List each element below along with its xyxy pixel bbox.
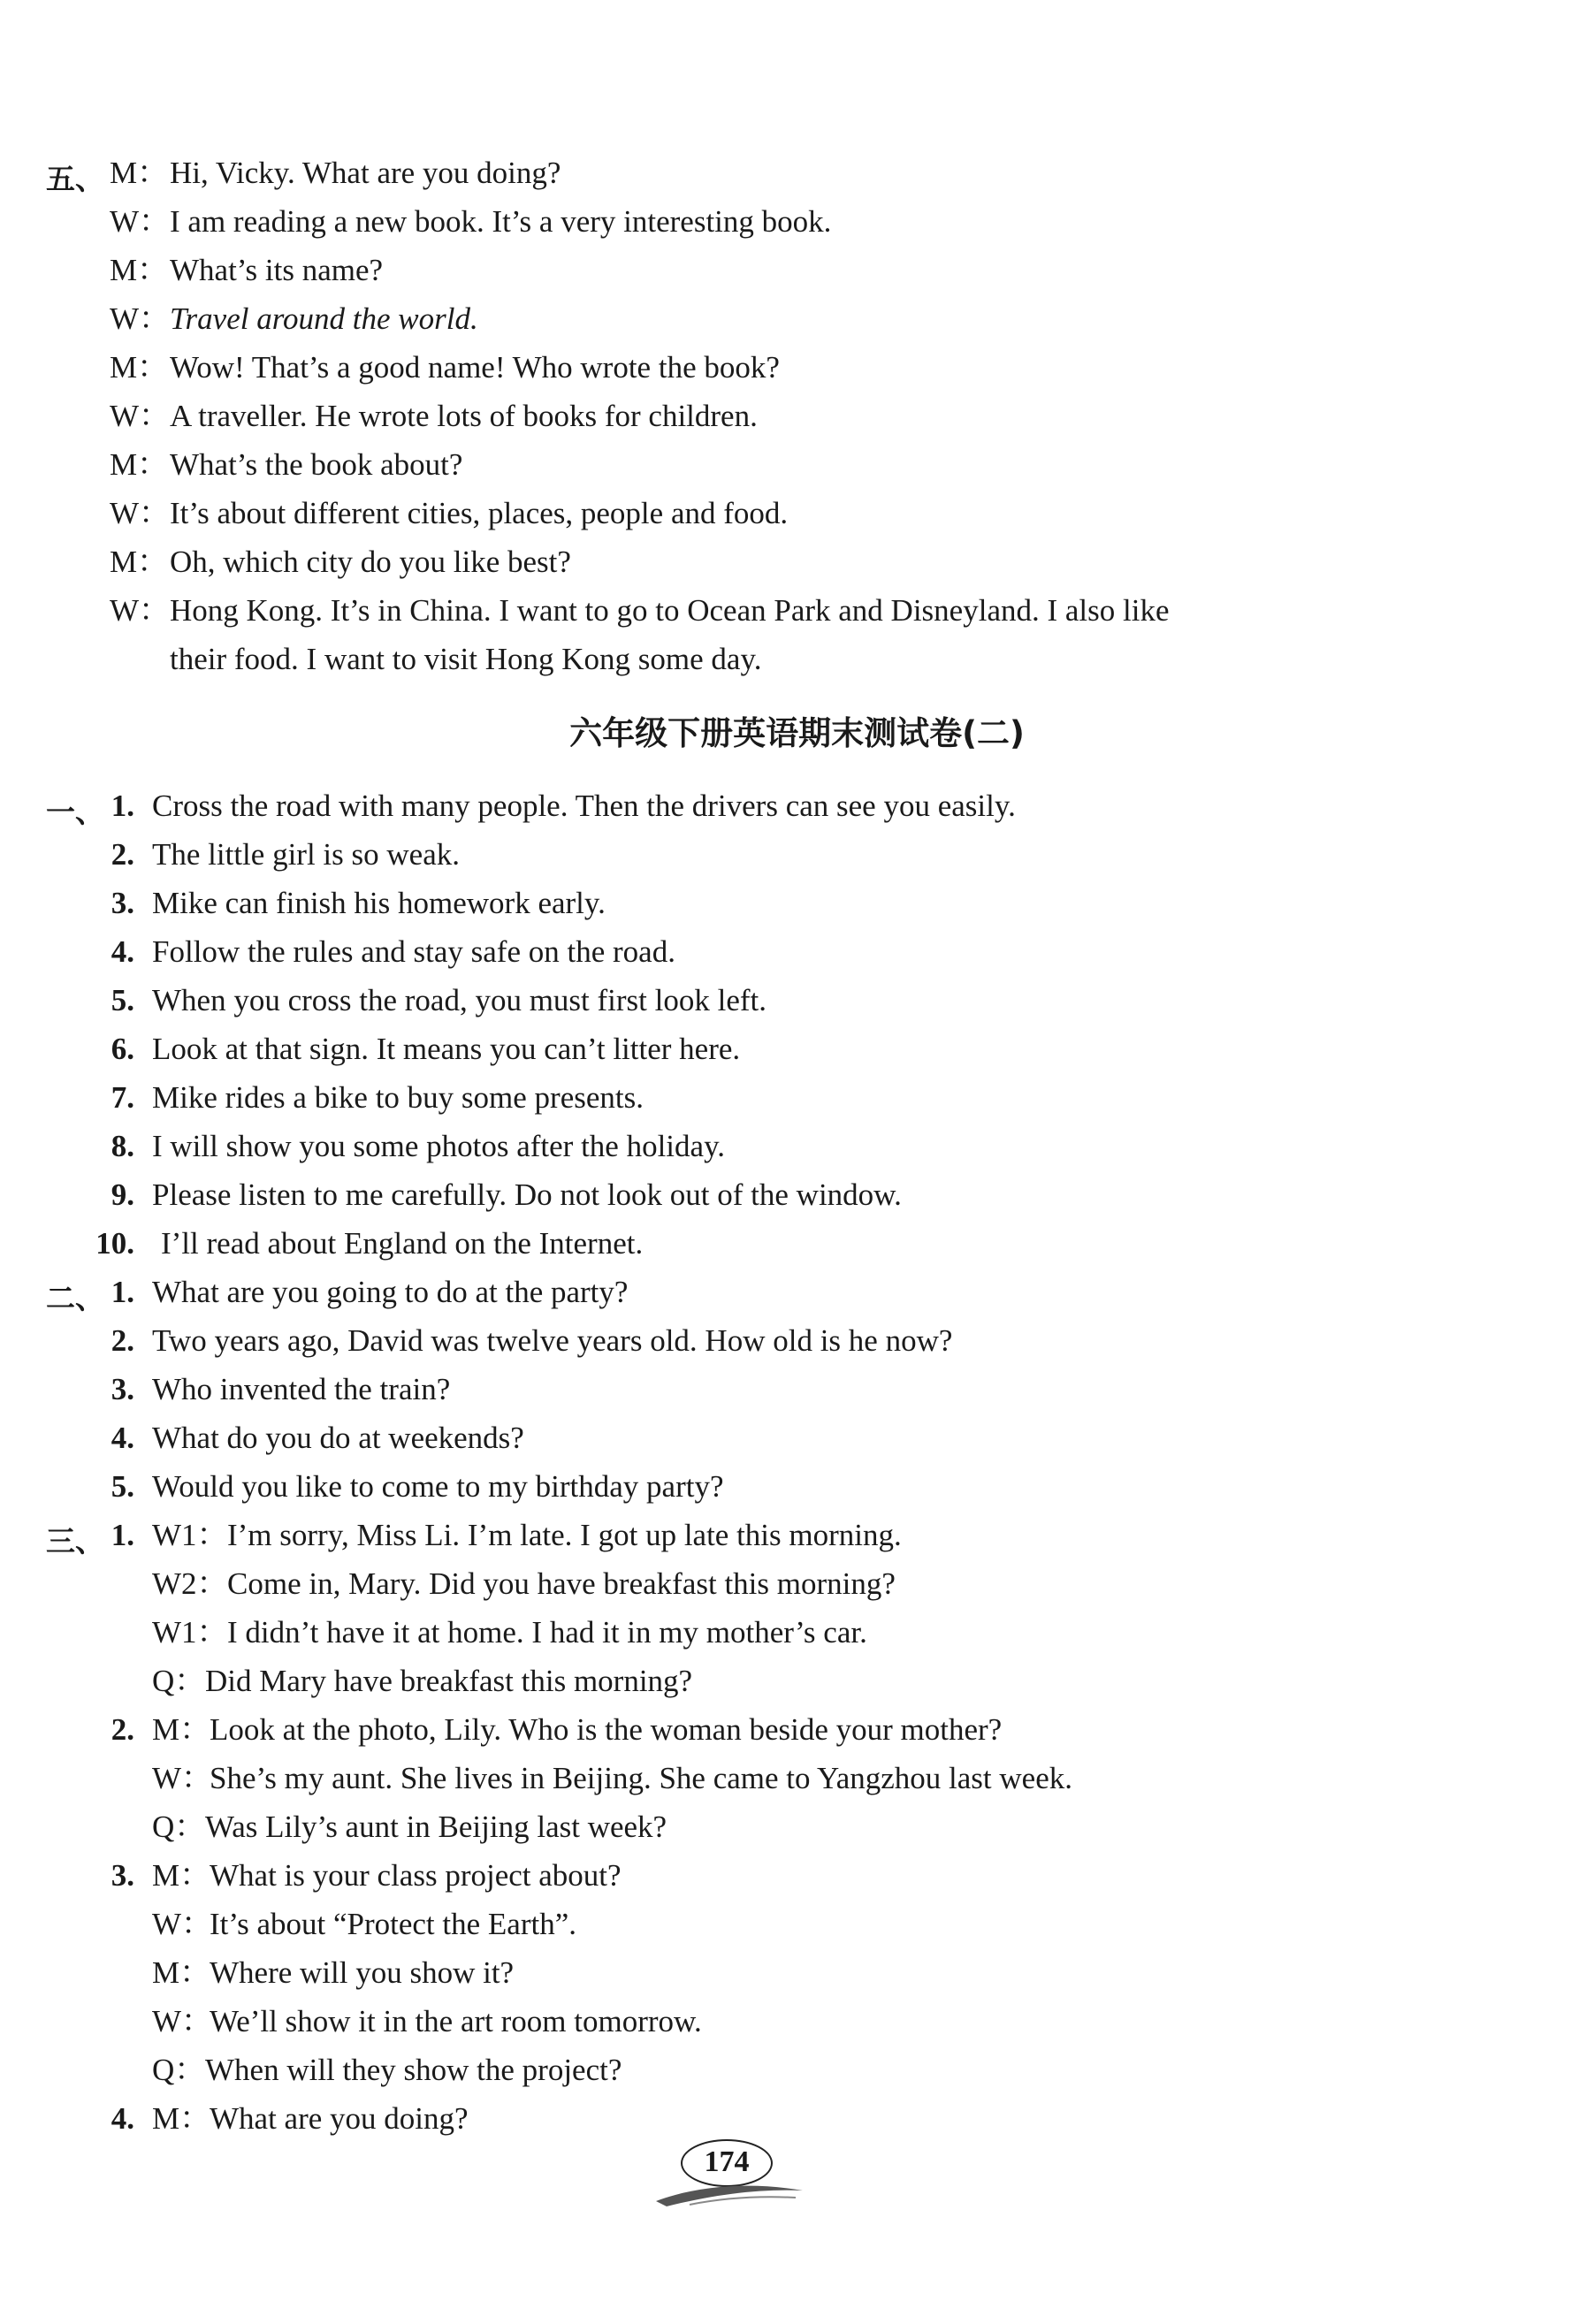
speaker-label: M：: [152, 1858, 211, 1893]
item-number: 3.: [111, 1858, 134, 1893]
dialogue-text: I am reading a new book. It’s a very interesting book.: [170, 204, 832, 239]
item-text: Mike rides a bike to buy some presents.: [152, 1080, 644, 1115]
dialogue-text: A traveller. He wrote lots of books for children.: [170, 399, 758, 433]
section-marker-1: 一、: [46, 795, 104, 829]
speaker-label: W：: [110, 399, 171, 433]
speaker-label: W：: [110, 496, 171, 530]
item-number: 2.: [111, 1712, 134, 1747]
book-title-text: Travel around the world.: [170, 301, 478, 336]
speaker-label: W：: [152, 1907, 213, 1941]
speaker-label: W1：: [152, 1518, 228, 1552]
item-number: 2.: [111, 837, 134, 872]
item-number: 4.: [111, 1421, 134, 1455]
speaker-label: M：: [152, 1955, 211, 1990]
dialogue-text: What’s its name?: [170, 253, 384, 287]
speaker-label: Q：: [152, 1810, 206, 1844]
item-number: 7.: [111, 1080, 134, 1115]
item-text: Follow the rules and stay safe on the road.: [152, 934, 675, 969]
speaker-label: M：: [110, 253, 169, 287]
dialogue-text: Did Mary have breakfast this morning?: [205, 1664, 693, 1698]
dialogue-text: Wow! That’s a good name! Who wrote the book?: [170, 350, 780, 385]
item-number: 5.: [111, 983, 134, 1017]
dialogue-text: What are you doing?: [210, 2101, 469, 2136]
speaker-label: W：: [110, 204, 171, 239]
speaker-label: Q：: [152, 1664, 206, 1698]
item-text: Two years ago, David was twelve years old. How old is he now?: [152, 1323, 953, 1358]
speaker-label: M：: [110, 350, 169, 385]
speaker-label: M：: [110, 156, 169, 190]
dialogue-text: I’m sorry, Miss Li. I’m late. I got up late this morning.: [227, 1518, 902, 1552]
item-text: I’ll read about England on the Internet.: [161, 1226, 644, 1261]
item-number: 9.: [111, 1177, 134, 1212]
dialogue-text: It’s about different cities, places, people and food.: [170, 496, 789, 530]
dialogue-text: Was Lily’s aunt in Beijing last week?: [205, 1810, 667, 1844]
dialogue-text: I didn’t have it at home. I had it in my mother’s car.: [227, 1615, 867, 1650]
test-heading: 六年级下册英语期末测试卷(二): [569, 714, 1025, 752]
speaker-label: M：: [152, 2101, 211, 2136]
dialogue-text: their food. I want to visit Hong Kong some day.: [170, 642, 762, 676]
item-text: The little girl is so weak.: [152, 837, 460, 872]
dialogue-text: It’s about “Protect the Earth”.: [210, 1907, 576, 1941]
dialogue-text: What’s the book about?: [170, 447, 463, 482]
speaker-label: M：: [152, 1712, 211, 1747]
item-number: 4.: [111, 2101, 134, 2136]
item-text: When you cross the road, you must first look left.: [152, 983, 767, 1017]
dialogue-text: Where will you show it?: [210, 1955, 515, 1990]
item-number: 1.: [111, 1518, 134, 1552]
item-number: 1.: [111, 789, 134, 823]
item-number: 5.: [111, 1469, 134, 1504]
item-number: 10.: [95, 1226, 134, 1261]
speaker-label: W：: [110, 593, 171, 628]
item-text: Please listen to me carefully. Do not look out of the window.: [152, 1177, 902, 1212]
speaker-label: W：: [152, 2004, 213, 2038]
speaker-label: W：: [110, 301, 171, 336]
dialogue-text: When will they show the project?: [205, 2053, 622, 2087]
section-marker-5: 五、: [46, 162, 104, 196]
dialogue-text: We’ll show it in the art room tomorrow.: [210, 2004, 702, 2038]
item-number: 8.: [111, 1129, 134, 1163]
speaker-label: W：: [152, 1761, 213, 1795]
item-text: Cross the road with many people. Then the drivers can see you easily.: [152, 789, 1016, 823]
item-number: 1.: [111, 1275, 134, 1309]
speaker-label: Q：: [152, 2053, 206, 2087]
dialogue-text: Hong Kong. It’s in China. I want to go to Ocean Park and Disneyland. I also like: [170, 593, 1170, 628]
section-marker-2: 二、: [46, 1281, 104, 1315]
speaker-label: M：: [110, 447, 169, 482]
item-number: 6.: [111, 1032, 134, 1066]
item-text: Who invented the train?: [152, 1372, 451, 1406]
item-number: 2.: [111, 1323, 134, 1358]
item-text: What are you going to do at the party?: [152, 1275, 629, 1309]
section-marker-3: 三、: [46, 1524, 104, 1558]
dialogue-text: What is your class project about?: [210, 1858, 622, 1893]
dialogue-text: Oh, which city do you like best?: [170, 545, 571, 579]
item-number: 3.: [111, 1372, 134, 1406]
page-swoosh-icon: [654, 2178, 805, 2208]
item-text: Mike can finish his homework early.: [152, 886, 606, 920]
dialogue-text: Look at the photo, Lily. Who is the woman beside your mother?: [210, 1712, 1003, 1747]
item-number: 4.: [111, 934, 134, 969]
page-number-text: 174: [704, 2145, 750, 2178]
item-text: What do you do at weekends?: [152, 1421, 524, 1455]
dialogue-text: Come in, Mary. Did you have breakfast this morning?: [227, 1566, 896, 1601]
speaker-label: M：: [110, 545, 169, 579]
item-text: Look at that sign. It means you can’t litter here.: [152, 1032, 741, 1066]
item-text: Would you like to come to my birthday party?: [152, 1469, 724, 1504]
dialogue-text: Hi, Vicky. What are you doing?: [170, 156, 561, 190]
item-text: I will show you some photos after the holiday.: [152, 1129, 726, 1163]
speaker-label: W1：: [152, 1615, 228, 1650]
dialogue-text: She’s my aunt. She lives in Beijing. She came to Yangzhou last week.: [210, 1761, 1073, 1795]
item-number: 3.: [111, 886, 134, 920]
speaker-label: W2：: [152, 1566, 228, 1601]
